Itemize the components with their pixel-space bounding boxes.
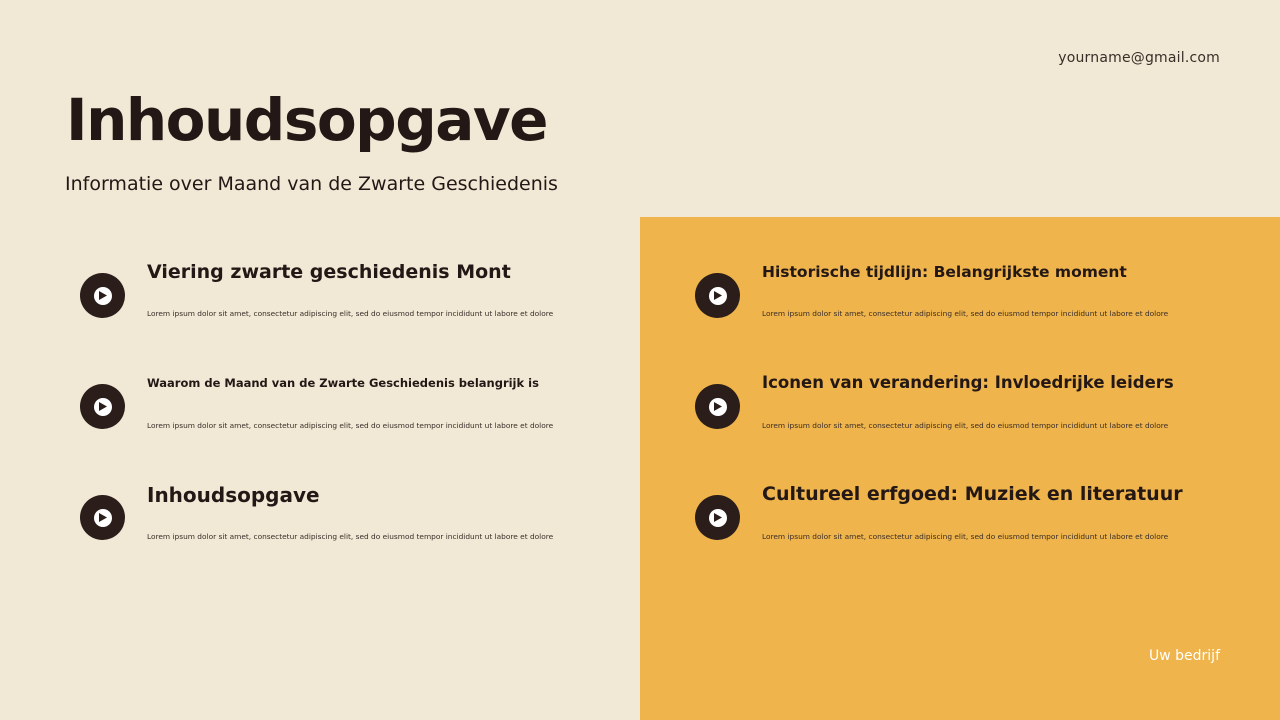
page-subtitle: Informatie over Maand van de Zwarte Geschiedenis bbox=[65, 173, 558, 195]
toc-item-5[interactable] bbox=[695, 371, 1215, 451]
toc-item-4[interactable] bbox=[695, 260, 1215, 340]
toc-item-description: Lorem ipsum dolor sit amet, consectetur adipiscing elit, sed do eiusmod tempor incididunt ut labore et dolore bbox=[762, 421, 1169, 430]
toc-item-title: Inhoudsopgave bbox=[147, 483, 320, 507]
toc-item-2[interactable] bbox=[80, 371, 600, 451]
page-title: Inhoudsopgave bbox=[66, 86, 548, 154]
toc-item-description: Lorem ipsum dolor sit amet, consectetur adipiscing elit, sed do eiusmod tempor incididunt ut labore et dolore bbox=[147, 309, 554, 318]
toc-item-1[interactable] bbox=[80, 260, 600, 340]
play-icon bbox=[709, 509, 727, 527]
toc-item-title: Iconen van verandering: Invloedrijke leiders bbox=[762, 373, 1174, 392]
play-icon bbox=[94, 509, 112, 527]
play-button-icon[interactable] bbox=[80, 273, 125, 318]
play-button-icon[interactable] bbox=[695, 384, 740, 429]
play-button-icon[interactable] bbox=[695, 273, 740, 318]
play-button-icon[interactable] bbox=[80, 384, 125, 429]
toc-item-description: Lorem ipsum dolor sit amet, consectetur adipiscing elit, sed do eiusmod tempor incididunt ut labore et dolore bbox=[762, 309, 1169, 318]
play-icon bbox=[709, 398, 727, 416]
toc-item-description: Lorem ipsum dolor sit amet, consectetur adipiscing elit, sed do eiusmod tempor incididunt ut labore et dolore bbox=[147, 421, 554, 430]
toc-item-title: Cultureel erfgoed: Muziek en literatuur bbox=[762, 483, 1183, 505]
toc-item-6[interactable] bbox=[695, 482, 1215, 562]
company-name: Uw bedrijf bbox=[1149, 648, 1220, 664]
toc-item-3[interactable] bbox=[80, 482, 600, 562]
play-button-icon[interactable] bbox=[80, 495, 125, 540]
play-icon bbox=[709, 287, 727, 305]
play-icon bbox=[94, 287, 112, 305]
toc-item-title: Historische tijdlijn: Belangrijkste moment bbox=[762, 263, 1127, 281]
toc-item-description: Lorem ipsum dolor sit amet, consectetur adipiscing elit, sed do eiusmod tempor incididunt ut labore et dolore bbox=[762, 532, 1169, 541]
toc-item-title: Viering zwarte geschiedenis Mont bbox=[147, 261, 511, 283]
play-button-icon[interactable] bbox=[695, 495, 740, 540]
toc-item-title: Waarom de Maand van de Zwarte Geschiedenis belangrijk is bbox=[147, 376, 539, 390]
toc-item-description: Lorem ipsum dolor sit amet, consectetur adipiscing elit, sed do eiusmod tempor incididunt ut labore et dolore bbox=[147, 532, 554, 541]
contact-email: yourname@gmail.com bbox=[1058, 50, 1220, 66]
play-icon bbox=[94, 398, 112, 416]
